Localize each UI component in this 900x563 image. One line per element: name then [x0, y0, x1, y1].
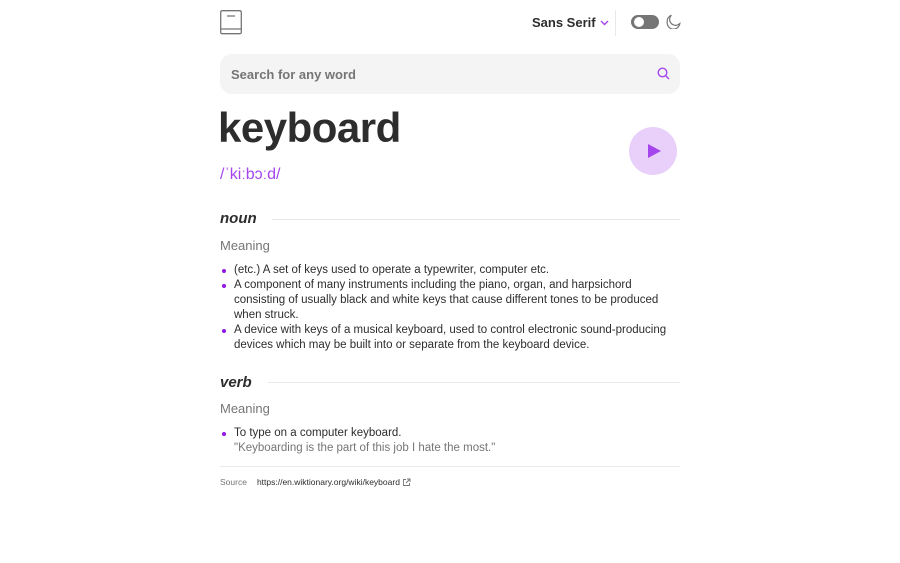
source-link[interactable] — [257, 477, 411, 487]
source — [220, 477, 411, 487]
word-title: keyboard — [218, 104, 401, 151]
definition-example: "Keyboarding is the part of this job I hate the most." — [234, 442, 496, 454]
moon-icon — [666, 14, 681, 29]
meaning-label: Meaning — [220, 238, 270, 253]
definition-text: To type on a computer keyboard. — [234, 427, 402, 439]
meaning-label: Meaning — [220, 401, 270, 416]
toggle-knob — [634, 17, 644, 27]
definition-list-noun — [220, 263, 680, 353]
section-divider — [272, 219, 680, 220]
font-family-label: Sans Serif — [532, 15, 596, 30]
section-divider — [268, 382, 680, 383]
theme-toggle[interactable] — [631, 15, 659, 29]
search-input[interactable] — [220, 54, 650, 94]
definition-item: A device with keys of a musical keyboard, used to control electronic sound-producing devices which may be built into or separate from the keyboard device. — [220, 323, 680, 353]
header-divider — [615, 10, 616, 36]
source-url: https://en.wiktionary.org/wiki/keyboard — [256, 477, 400, 487]
definition-item: (etc.) A set of keys used to operate a typewriter, computer etc. — [220, 263, 680, 278]
source-divider — [220, 466, 680, 467]
header — [220, 8, 680, 36]
source-label: Source — [220, 477, 247, 487]
phonetic: /ˈkiːbɔːd/ — [220, 166, 281, 183]
definition-list-verb — [220, 426, 680, 456]
book-logo-icon[interactable] — [220, 10, 242, 35]
search-icon[interactable] — [657, 67, 670, 80]
external-link-icon — [402, 478, 411, 487]
search-bar — [220, 54, 680, 94]
definition-item: A component of many instruments including the piano, organ, and harpsichord consisting of usually black and white keys that cause different tones to be produced when struck. — [220, 278, 680, 323]
part-of-speech-verb: verb — [220, 374, 252, 391]
chevron-down-icon — [600, 20, 609, 26]
font-family-dropdown[interactable] — [532, 15, 609, 30]
part-of-speech-noun: noun — [220, 210, 257, 227]
definition-item — [220, 426, 680, 456]
play-icon — [648, 144, 661, 158]
play-audio-button[interactable] — [629, 127, 677, 175]
